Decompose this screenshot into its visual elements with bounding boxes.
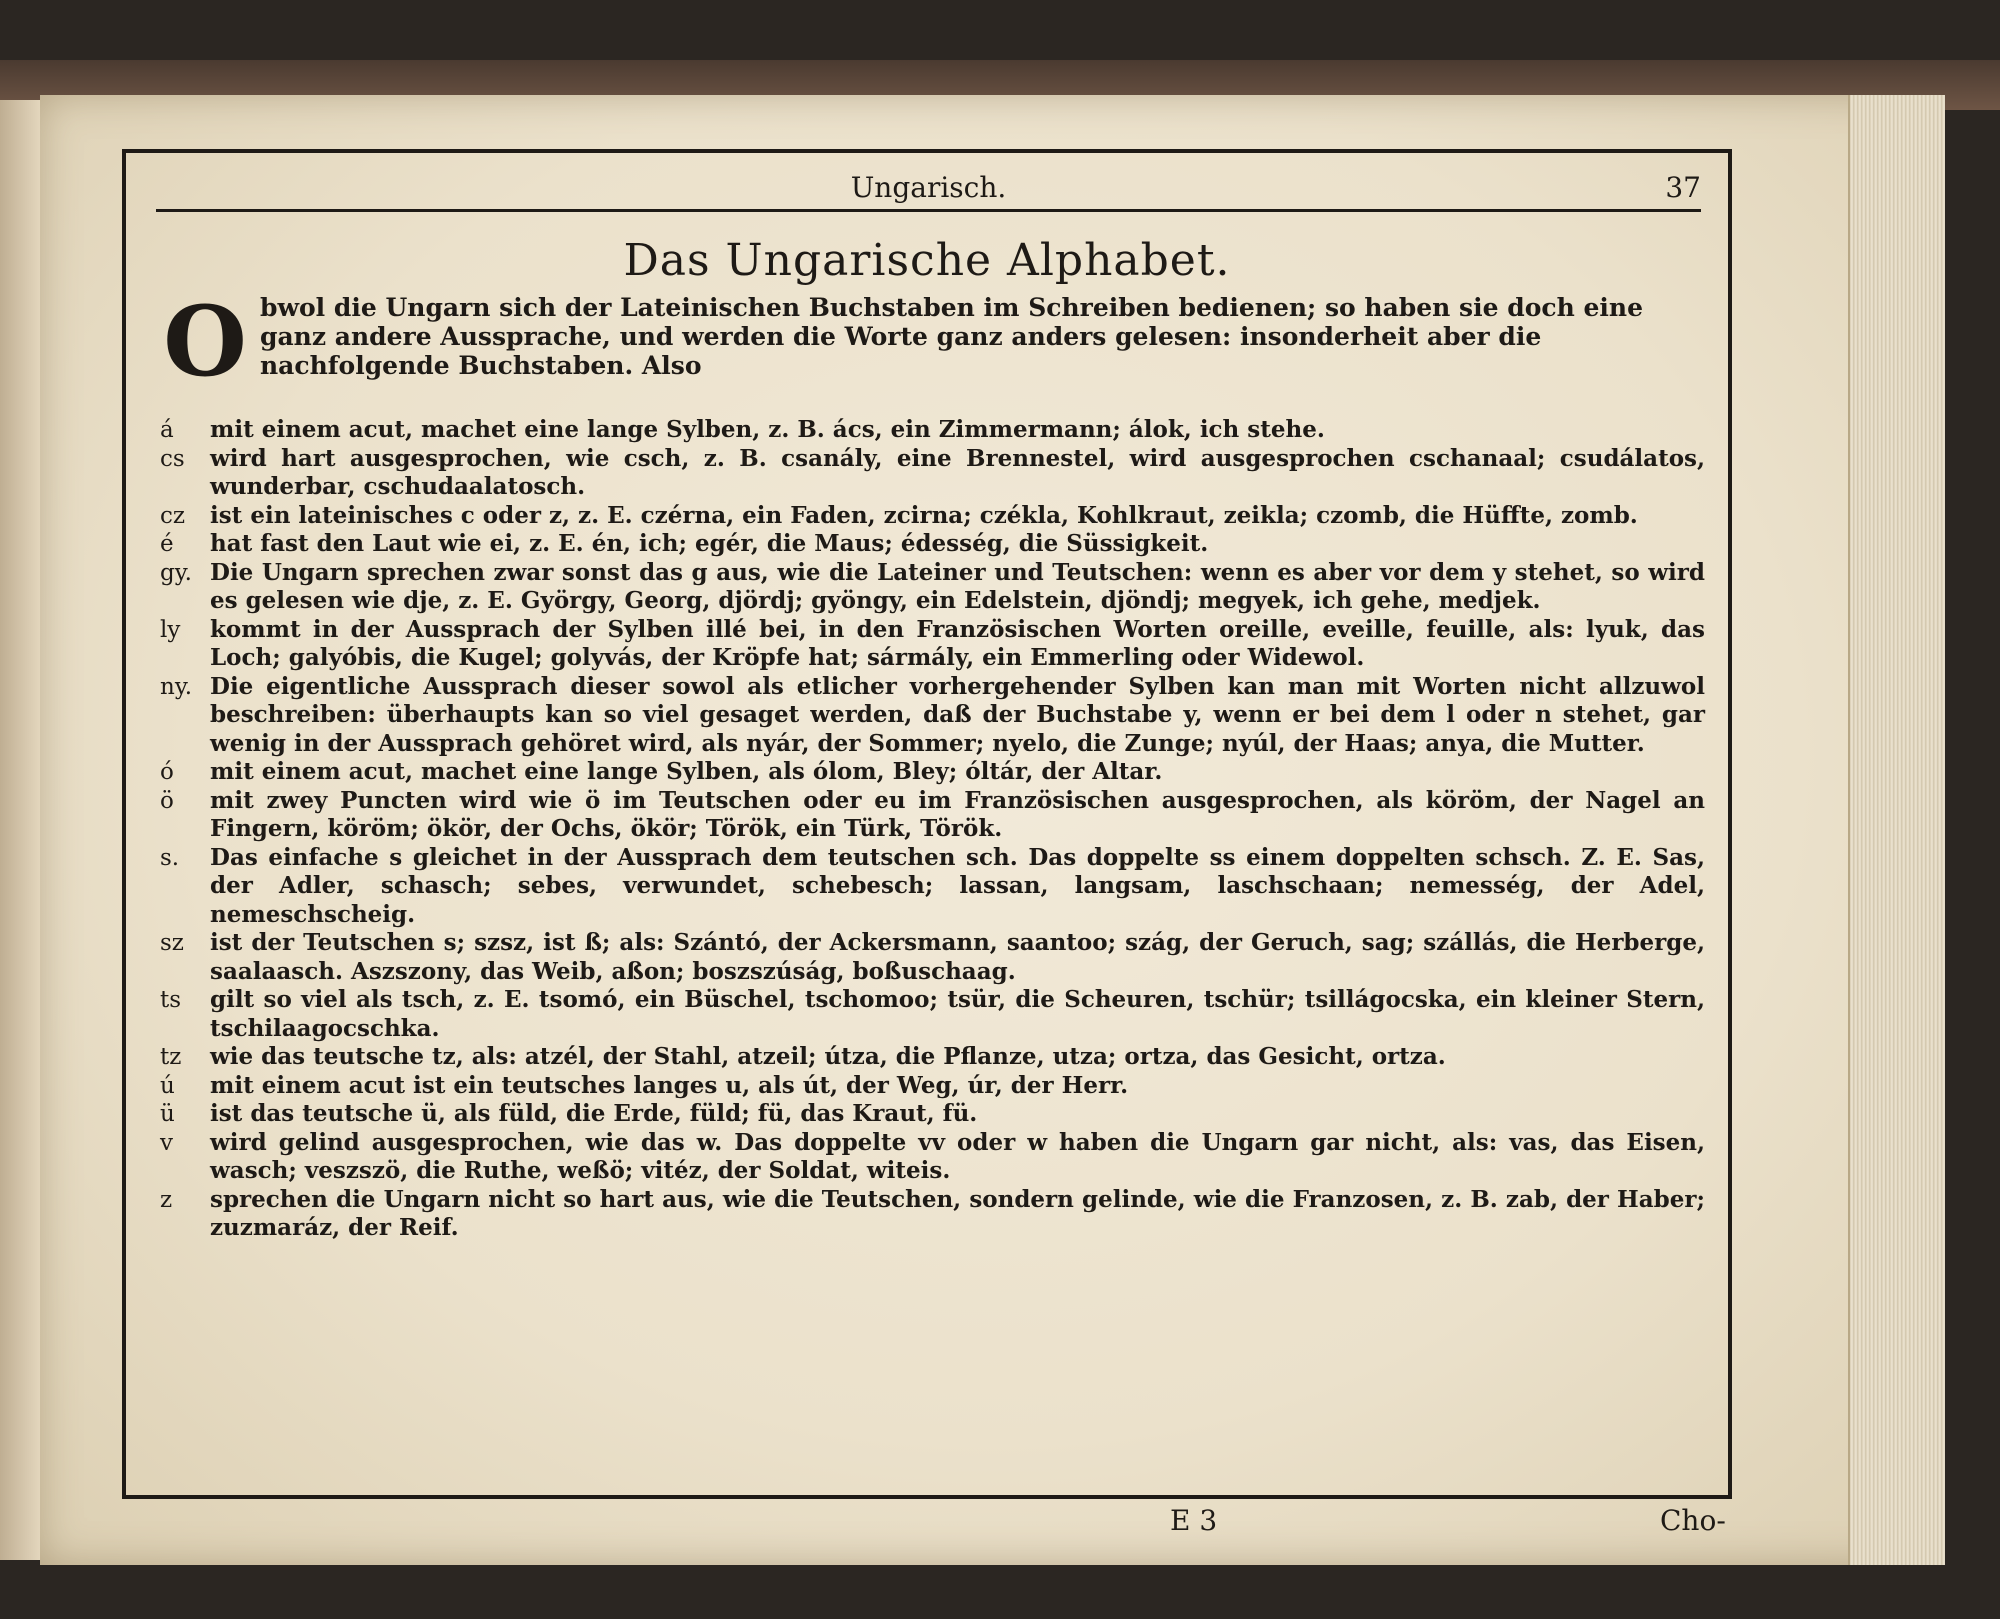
entry-letter: ly	[160, 616, 181, 643]
entry-letter: sz	[160, 930, 184, 956]
list-item	[160, 1186, 1705, 1243]
list-item	[160, 673, 1705, 759]
entry-letter: ú	[160, 1072, 175, 1099]
list-item	[160, 986, 1705, 1043]
entry-text: mit einem acut, machet eine lange Sylben, als ólom, Bley; óltár, der Altar.	[210, 758, 1163, 785]
book-page	[40, 95, 1945, 1565]
entry-letter: cz	[160, 502, 185, 529]
entry-text: wie das teutsche tz, als: atzél, der Stahl, atzeil; útza, die Pflanze, utza; ortza, das Gesicht, ortza.	[210, 1043, 1446, 1070]
entry-letter: tz	[160, 1044, 182, 1070]
list-item	[160, 758, 1705, 787]
entry-text: gilt so viel als tsch, z. E. tsomó, ein Büschel, tschomoo; tsür, die Scheuren, tschür; tsillágocska, ein kleiner Stern, tschilaagocschka.	[210, 986, 1705, 1042]
list-item	[160, 502, 1705, 531]
catchword: Cho-	[1660, 1504, 1726, 1537]
list-item	[160, 616, 1705, 673]
list-item	[160, 559, 1705, 616]
entry-letter: v	[160, 1129, 173, 1156]
entry-text: Die Ungarn sprechen zwar sonst das g aus, wie die Lateiner und Teutschen: wenn es aber vor dem y stehet, so wird es gelesen wie dje, z. E. György, Georg, djördj; gyöngy, ein Edelstein, djöndj; megyek, ich gehe, medjek.	[210, 558, 1705, 614]
entry-letter: ny.	[160, 673, 193, 700]
alphabet-entries	[160, 416, 1705, 1243]
list-item	[160, 1043, 1705, 1072]
entry-letter: ts	[160, 987, 182, 1013]
running-head	[156, 169, 1701, 212]
entry-letter: ö	[160, 787, 174, 814]
entry-letter: s.	[160, 844, 180, 871]
list-item	[160, 787, 1705, 844]
entry-text: ist der Teutschen s; szsz, ist ß; als: Szántó, der Ackersmann, saantoo; szág, der Geruch, sag; szállás, die Herberge, saalaasch. Aszszony, das Weib, aßon; boszszúság, boßuschaag.	[210, 929, 1705, 985]
entry-text: mit einem acut, machet eine lange Sylben, z. B. ács, ein Zimmermann; álok, ich stehe.	[210, 416, 1325, 443]
page-block-edges	[1848, 95, 1945, 1565]
page-footer	[40, 1500, 1945, 1550]
entry-text: mit einem acut ist ein teutsches langes u, als út, der Weg, úr, der Herr.	[210, 1071, 1129, 1099]
entry-text: hat fast den Laut wie ei, z. E. én, ich; egér, die Maus; édesség, die Süssigkeit.	[210, 530, 1209, 557]
entry-letter: é	[160, 531, 174, 557]
entry-letter: ü	[160, 1101, 175, 1127]
list-item	[160, 416, 1705, 445]
drop-capital: O	[163, 285, 247, 398]
entry-letter: á	[160, 417, 174, 443]
list-item	[160, 530, 1705, 559]
signature-mark: E 3	[1170, 1504, 1218, 1537]
facing-page-edge	[0, 100, 42, 1560]
entry-text: wird hart ausgesprochen, wie csch, z. B. csanály, eine Brennestel, wird ausgesprochen cschanaal; csudálatos, wunderbar, cschudaalatosch.	[210, 444, 1705, 500]
entry-letter: ó	[160, 759, 174, 785]
entry-text: sprechen die Ungarn nicht so hart aus, wie die Teutschen, sondern gelinde, wie die Franzosen, z. B. zab, der Haber; zuzmaráz, der Reif.	[210, 1185, 1705, 1241]
list-item	[160, 445, 1705, 502]
entry-text: wird gelind ausgesprochen, wie das w. Das doppelte vv oder w haben die Ungarn gar nicht, als: vas, das Eisen, wasch; veszszö, die Ruthe, weßö; vitéz, der Soldat, witeis.	[210, 1128, 1705, 1184]
entry-text: mit zwey Puncten wird wie ö im Teutschen oder eu im Französischen ausgesprochen, als köröm, der Nagel an Fingern, köröm; ökör, der Ochs, ökör; Török, ein Türk, Török.	[210, 786, 1705, 842]
list-item	[160, 844, 1705, 930]
list-item	[160, 1129, 1705, 1186]
entry-text: Das einfache s gleichet in der Aussprach dem teutschen sch. Das doppelte ss einem doppelten schsch. Z. E. Sas, der Adler, schasch; sebes, verwundet, schebesch; lassan, langsam, laschschaan; nemesség, der Adel, nemeschscheig.	[210, 843, 1705, 928]
entry-text: kommt in der Aussprach der Sylben illé bei, in den Französischen Worten oreille, eveille, feuille, als: lyuk, das Loch; galyóbis, die Kugel; golyvás, der Kröpfe hat; sármály, ein Emmerling oder Widewol.	[210, 615, 1705, 671]
running-head-title: Ungarisch.	[850, 171, 1007, 204]
entry-text: Die eigentliche Aussprach dieser sowol als etlicher vorhergehender Sylben kan man mit Worten nicht allzuwol beschreiben: überhaupts kan so viel gesaget werden, daß der Buchstabe y, wenn er bei dem l oder n stehet, gar wenig in der Aussprach gehöret wird, als nyár, der Sommer; nyelo, die Zunge; nyúl, der Haas; anya, die Mutter.	[210, 672, 1705, 757]
entry-text: ist ein lateinisches c oder z, z. E. czérna, ein Faden, zcirna; czékla, Kohlkraut, zeikla; czomb, die Hüffte, zomb.	[210, 501, 1638, 529]
list-item	[160, 1100, 1705, 1129]
list-item	[160, 1072, 1705, 1101]
text-frame	[122, 149, 1732, 1499]
entry-letter: cs	[160, 445, 185, 472]
main-title: Das Ungarische Alphabet.	[623, 235, 1231, 286]
list-item	[160, 929, 1705, 986]
entry-letter: z	[160, 1186, 173, 1213]
intro-text: bwol die Ungarn sich der Lateinischen Buchstaben im Schreiben bedienen; so haben sie doch eine ganz andere Aussprache, und werden die Worte ganz anders gelesen: insonderheit aber die nachfolgende Buchstaben. Also	[260, 293, 1643, 380]
page-number: 37	[1665, 171, 1701, 204]
intro-paragraph	[160, 285, 1705, 398]
entry-letter: gy.	[160, 559, 192, 586]
entry-text: ist das teutsche ü, als füld, die Erde, füld; fü, das Kraut, fü.	[210, 1100, 978, 1127]
